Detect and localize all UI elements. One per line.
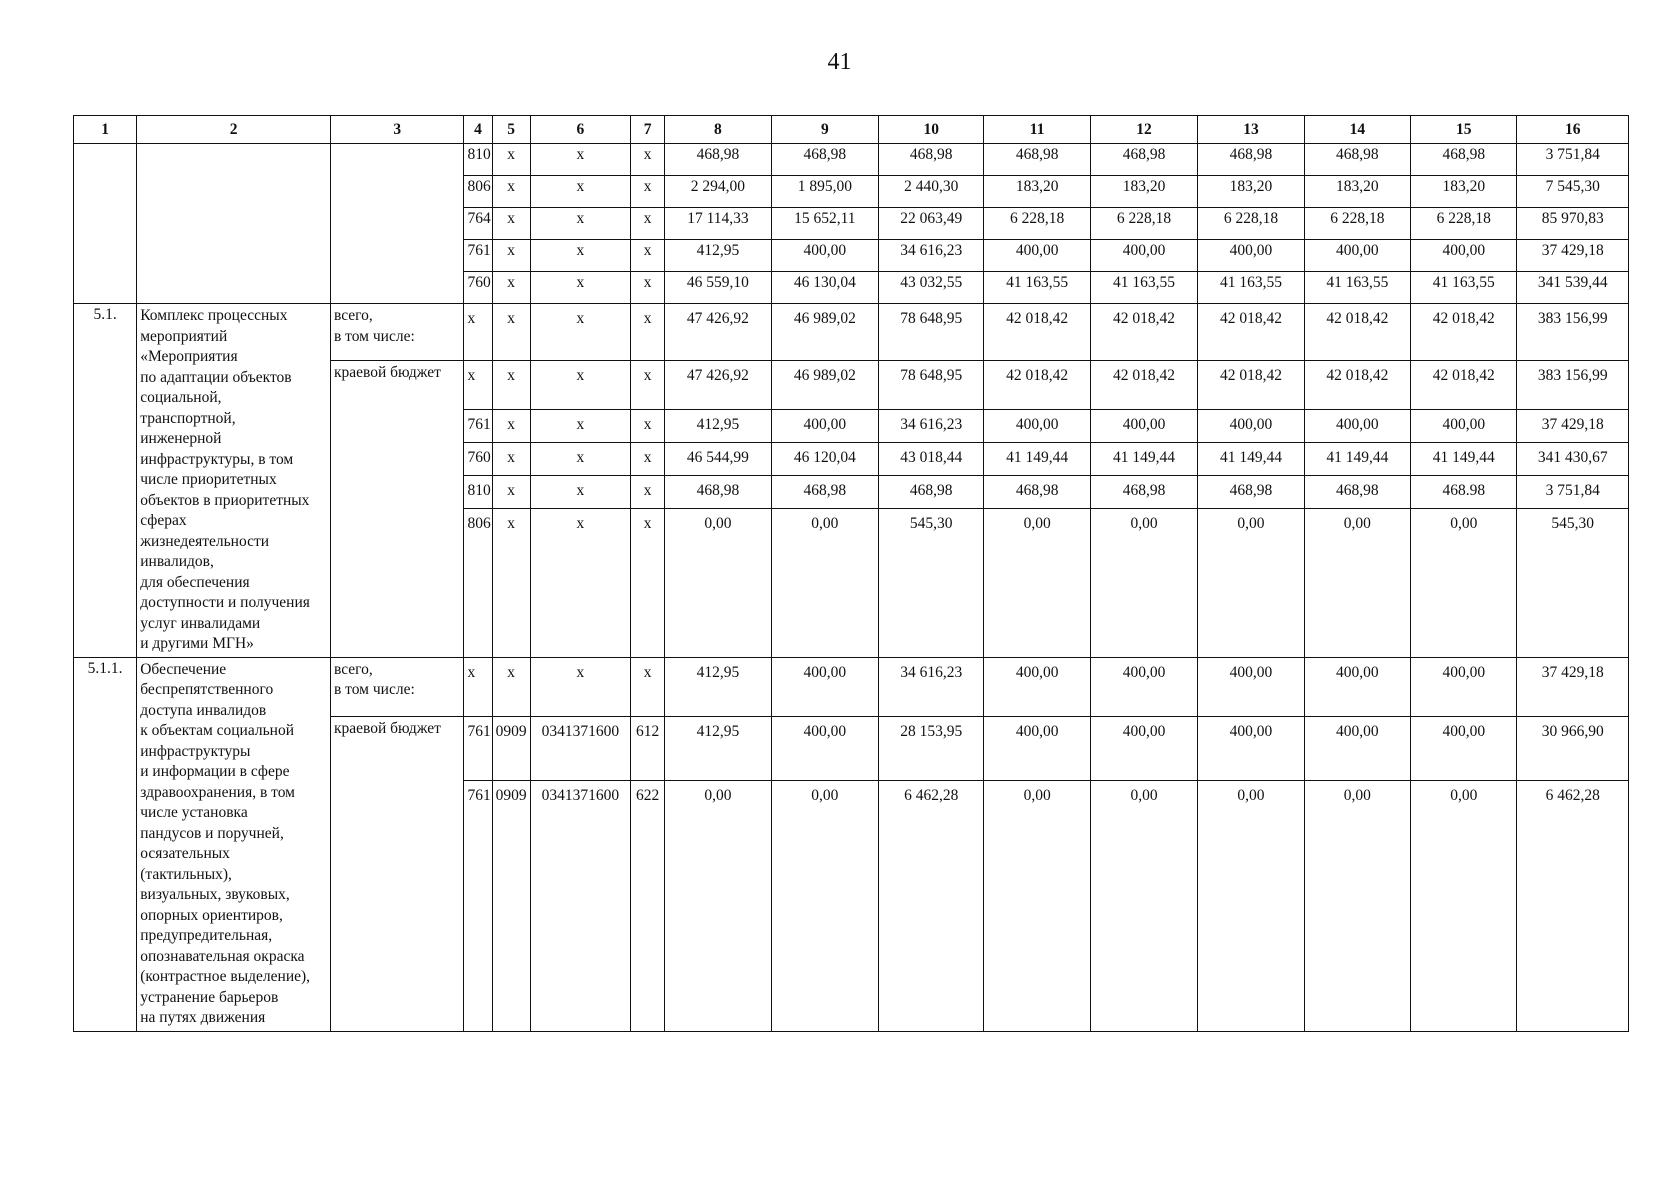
value-cell: 46 989,02 (771, 304, 878, 361)
code-cell: x (530, 475, 630, 508)
name-cell-line: инфраструктуры (140, 742, 251, 760)
value-cell: 42 018,42 (1090, 304, 1197, 361)
name-cell-line: социальной, (140, 389, 222, 406)
value-cell: 468,98 (1090, 144, 1197, 176)
code-cell: x (631, 208, 665, 240)
value-cell: 41 149,44 (1411, 442, 1517, 475)
name-cell-line: здравоохранения, в том (140, 783, 295, 801)
page-number: 41 (827, 49, 852, 75)
value-cell: 400,00 (1090, 657, 1197, 716)
code-cell: 761 (464, 240, 492, 272)
code-cell: x (530, 508, 630, 657)
value-cell: 28 153,95 (879, 716, 984, 780)
value-cell: 468,98 (665, 144, 771, 176)
source-total-cell (330, 657, 464, 716)
value-cell: 22 063,49 (879, 208, 984, 240)
value-cell: 34 616,23 (879, 657, 984, 716)
value-cell: 6 228,18 (1198, 208, 1304, 240)
value-cell: 46 559,10 (665, 272, 771, 304)
value-cell: 400,00 (771, 409, 878, 442)
name-cell-line: и информации в сфере (140, 763, 290, 780)
name-cell-line: устранение барьеров (140, 988, 279, 1006)
value-cell: 42 018,42 (984, 304, 1090, 361)
code-cell: x (631, 442, 665, 475)
value-cell: 6 462,28 (879, 780, 984, 1031)
name-cell-line: объектов в приоритетных (140, 491, 310, 509)
value-cell: 341 539,44 (1517, 272, 1629, 304)
code-cell: x (492, 475, 530, 508)
value-cell: 0,00 (1090, 508, 1197, 657)
header-cell: 1 (74, 116, 137, 144)
source-total-cell-line: в том числе: (333, 681, 415, 698)
code-cell: x (631, 304, 665, 361)
name-cell-line: числе установка (140, 804, 248, 821)
value-cell: 400,00 (984, 409, 1090, 442)
value-cell: 46 130,04 (771, 272, 878, 304)
name-cell-line: пандусов и поручней, (140, 824, 284, 842)
name-cell (137, 657, 331, 1031)
value-cell: 0,00 (1090, 780, 1197, 1031)
code-cell: 0909 (492, 716, 530, 780)
code-cell: x (492, 272, 530, 304)
code-cell: x (631, 240, 665, 272)
value-cell: 468,98 (1198, 144, 1304, 176)
value-cell: 30 966,90 (1517, 716, 1629, 780)
value-cell: 400,00 (1090, 409, 1197, 442)
value-cell: 6 228,18 (1090, 208, 1197, 240)
value-cell: 41 163,55 (1090, 272, 1197, 304)
value-cell: 468,98 (984, 475, 1090, 508)
source-regional-cell: краевой бюджет (330, 361, 464, 658)
code-cell: x (492, 361, 530, 410)
name-cell-line: «Мероприятия (140, 348, 238, 365)
value-cell: 183,20 (1411, 176, 1517, 208)
value-cell: 37 429,18 (1517, 240, 1629, 272)
name-cell-line: опорных ориентиров, (140, 906, 283, 924)
value-cell: 15 652,11 (771, 208, 878, 240)
table-row (74, 304, 1629, 361)
value-cell: 400,00 (771, 716, 878, 780)
value-cell: 17 114,33 (665, 208, 771, 240)
value-cell: 0,00 (665, 780, 771, 1031)
value-cell: 37 429,18 (1517, 657, 1629, 716)
value-cell: 46 544,99 (665, 442, 771, 475)
value-cell: 183,20 (984, 176, 1090, 208)
code-cell: x (530, 361, 630, 410)
header-cell: 11 (984, 116, 1090, 144)
value-cell: 41 149,44 (984, 442, 1090, 475)
code-cell: x (492, 240, 530, 272)
code-cell: x (492, 442, 530, 475)
value-cell: 42 018,42 (984, 361, 1090, 410)
value-cell: 468,98 (771, 144, 878, 176)
code-cell: 622 (631, 780, 665, 1031)
source-total-cell-line: всего, (333, 307, 373, 324)
header-cell: 7 (631, 116, 665, 144)
code-cell: 810 (464, 475, 492, 508)
name-cell-line: услуг инвалидами (140, 614, 261, 632)
name-cell-line: инвалидов, (140, 553, 214, 570)
source-total-cell (330, 304, 464, 361)
value-cell: 41 163,55 (984, 272, 1090, 304)
value-cell: 412,95 (665, 657, 771, 716)
code-cell: 806 (464, 176, 492, 208)
name-cell-line: инженерной (140, 430, 222, 447)
value-cell: 400,00 (771, 657, 878, 716)
value-cell: 42 018,42 (1304, 361, 1410, 410)
header-row (74, 116, 1629, 144)
value-cell: 0,00 (1411, 780, 1517, 1031)
value-cell: 37 429,18 (1517, 409, 1629, 442)
header-cell: 4 (464, 116, 492, 144)
header-cell: 3 (330, 116, 464, 144)
code-cell: x (530, 240, 630, 272)
value-cell: 183,20 (1198, 176, 1304, 208)
value-cell: 400,00 (1411, 657, 1517, 716)
value-cell: 400,00 (1090, 240, 1197, 272)
code-cell: x (631, 508, 665, 657)
index-cell: 5.1.1. (74, 657, 137, 1031)
value-cell: 0,00 (1198, 780, 1304, 1031)
code-cell: x (492, 508, 530, 657)
header-cell: 2 (137, 116, 331, 144)
code-cell: x (530, 657, 630, 716)
code-cell: 761 (464, 409, 492, 442)
code-cell: x (530, 409, 630, 442)
value-cell: 0,00 (1304, 508, 1410, 657)
value-cell: 400,00 (1198, 657, 1304, 716)
value-cell: 400,00 (1304, 716, 1410, 780)
value-cell: 400,00 (984, 240, 1090, 272)
value-cell: 400,00 (1304, 409, 1410, 442)
name-cell-line: инфраструктуры, в том (140, 450, 294, 468)
value-cell: 0,00 (1304, 780, 1410, 1031)
value-cell: 400,00 (1198, 409, 1304, 442)
value-cell: 43 018,44 (879, 442, 984, 475)
header-cell: 10 (879, 116, 984, 144)
value-cell: 41 163,55 (1304, 272, 1410, 304)
value-cell: 46 989,02 (771, 361, 878, 410)
name-cell-line: Обеспечение (140, 660, 227, 678)
code-cell: 0909 (492, 780, 530, 1031)
header-cell: 6 (530, 116, 630, 144)
index-cell (74, 144, 137, 304)
value-cell: 0,00 (1411, 508, 1517, 657)
value-cell: 400,00 (1411, 716, 1517, 780)
value-cell: 42 018,42 (1198, 304, 1304, 361)
value-cell: 383 156,99 (1517, 361, 1629, 410)
value-cell: 412,95 (665, 409, 771, 442)
name-cell-line: (контрастное выделение), (140, 968, 311, 985)
value-cell: 34 616,23 (879, 409, 984, 442)
code-cell: x (530, 208, 630, 240)
value-cell: 42 018,42 (1198, 361, 1304, 410)
code-cell: 612 (631, 716, 665, 780)
code-cell: x (530, 272, 630, 304)
name-cell-line: сферах (140, 512, 187, 529)
name-cell-line: для обеспечения (140, 573, 250, 591)
value-cell: 468,98 (771, 475, 878, 508)
code-cell: x (492, 657, 530, 716)
code-cell: x (464, 657, 492, 716)
value-cell: 468,98 (1411, 144, 1517, 176)
value-cell: 46 120,04 (771, 442, 878, 475)
value-cell: 468,98 (1304, 144, 1410, 176)
code-cell: 760 (464, 272, 492, 304)
value-cell: 468,98 (984, 144, 1090, 176)
value-cell: 7 545,30 (1517, 176, 1629, 208)
value-cell: 400,00 (1198, 240, 1304, 272)
table-row (74, 657, 1629, 716)
value-cell: 47 426,92 (665, 361, 771, 410)
code-cell: 764 (464, 208, 492, 240)
value-cell: 400,00 (1090, 716, 1197, 780)
value-cell: 2 294,00 (665, 176, 771, 208)
name-cell-line: опознавательная окраска (140, 947, 305, 965)
value-cell: 0,00 (984, 508, 1090, 657)
code-cell: 761 (464, 780, 492, 1031)
value-cell: 0,00 (771, 780, 878, 1031)
budget-table (73, 115, 1629, 1032)
value-cell: 0,00 (984, 780, 1090, 1031)
code-cell: x (631, 409, 665, 442)
code-cell: x (530, 304, 630, 361)
value-cell: 468.98 (1411, 475, 1517, 508)
value-cell: 183,20 (1304, 176, 1410, 208)
name-cell-line: и другими МГН» (140, 635, 254, 652)
header-cell: 9 (771, 116, 878, 144)
name-cell-line: на путях движения (140, 1009, 266, 1026)
value-cell: 34 616,23 (879, 240, 984, 272)
value-cell: 6 462,28 (1517, 780, 1629, 1031)
header-cell: 14 (1304, 116, 1410, 144)
value-cell: 400,00 (984, 657, 1090, 716)
value-cell: 41 163,55 (1198, 272, 1304, 304)
code-cell: 0341371600 (530, 780, 630, 1031)
code-cell: x (492, 144, 530, 176)
name-cell-line: по адаптации объектов (140, 368, 292, 386)
code-cell: 806 (464, 508, 492, 657)
value-cell: 6 228,18 (984, 208, 1090, 240)
code-cell: x (530, 176, 630, 208)
name-cell-line: мероприятий (140, 327, 228, 345)
code-cell: x (464, 361, 492, 410)
code-cell: x (530, 144, 630, 176)
name-cell-line: транспортной, (140, 409, 236, 427)
header-cell: 8 (665, 116, 771, 144)
source-regional-cell: краевой бюджет (330, 716, 464, 1031)
value-cell: 400,00 (1304, 657, 1410, 716)
source-cell (330, 144, 464, 304)
value-cell: 6 228,18 (1304, 208, 1410, 240)
value-cell: 1 895,00 (771, 176, 878, 208)
value-cell: 341 430,67 (1517, 442, 1629, 475)
value-cell: 400,00 (1198, 716, 1304, 780)
value-cell: 0,00 (665, 508, 771, 657)
name-cell-line: к объектам социальной (140, 722, 295, 739)
value-cell: 183,20 (1090, 176, 1197, 208)
code-cell: x (492, 208, 530, 240)
value-cell: 41 149,44 (1304, 442, 1410, 475)
value-cell: 400,00 (984, 716, 1090, 780)
name-cell-line: жизнедеятельности (140, 532, 270, 550)
value-cell: 42 018,42 (1090, 361, 1197, 410)
code-cell: 761 (464, 716, 492, 780)
header-cell: 16 (1517, 116, 1629, 144)
source-total-cell-line: всего, (333, 660, 373, 678)
header-cell: 13 (1198, 116, 1304, 144)
value-cell: 468,98 (879, 144, 984, 176)
name-cell-line: доступа инвалидов (140, 701, 267, 719)
value-cell: 0,00 (771, 508, 878, 657)
code-cell: x (631, 657, 665, 716)
code-cell: 760 (464, 442, 492, 475)
name-cell (137, 144, 331, 304)
name-cell-line: Комплекс процессных (140, 307, 288, 324)
code-cell: x (492, 409, 530, 442)
value-cell: 2 440,30 (879, 176, 984, 208)
value-cell: 42 018,42 (1304, 304, 1410, 361)
value-cell: 545,30 (879, 508, 984, 657)
code-cell: 810 (464, 144, 492, 176)
value-cell: 3 751,84 (1517, 475, 1629, 508)
code-cell: x (631, 475, 665, 508)
value-cell: 400,00 (771, 240, 878, 272)
code-cell: x (492, 304, 530, 361)
name-cell-line: предупредительная, (140, 927, 273, 944)
code-cell: x (530, 442, 630, 475)
value-cell: 41 149,44 (1090, 442, 1197, 475)
value-cell: 41 149,44 (1198, 442, 1304, 475)
name-cell-line: осязательных (140, 845, 230, 862)
value-cell: 85 970,83 (1517, 208, 1629, 240)
index-cell: 5.1. (74, 304, 137, 658)
value-cell: 468,98 (1304, 475, 1410, 508)
name-cell-line: числе приоритетных (140, 471, 277, 488)
value-cell: 545,30 (1517, 508, 1629, 657)
header-cell: 15 (1411, 116, 1517, 144)
value-cell: 42 018,42 (1411, 304, 1517, 361)
value-cell: 383 156,99 (1517, 304, 1629, 361)
value-cell: 0,00 (1198, 508, 1304, 657)
value-cell: 400,00 (1304, 240, 1410, 272)
table-row (74, 144, 1629, 176)
code-cell: x (631, 176, 665, 208)
value-cell: 468,98 (1090, 475, 1197, 508)
name-cell-line: визуальных, звуковых, (140, 886, 290, 903)
name-cell-line: беспрепятственного (140, 681, 274, 698)
value-cell: 468,98 (665, 475, 771, 508)
value-cell: 47 426,92 (665, 304, 771, 361)
value-cell: 78 648,95 (879, 361, 984, 410)
value-cell: 3 751,84 (1517, 144, 1629, 176)
value-cell: 78 648,95 (879, 304, 984, 361)
name-cell-line: (тактильных), (140, 865, 232, 883)
code-cell: x (631, 144, 665, 176)
code-cell: x (492, 176, 530, 208)
value-cell: 43 032,55 (879, 272, 984, 304)
value-cell: 41 163,55 (1411, 272, 1517, 304)
value-cell: 468,98 (1198, 475, 1304, 508)
code-cell: 0341371600 (530, 716, 630, 780)
name-cell (137, 304, 331, 658)
value-cell: 400,00 (1411, 240, 1517, 272)
code-cell: x (464, 304, 492, 361)
header-cell: 5 (492, 116, 530, 144)
value-cell: 468,98 (879, 475, 984, 508)
value-cell: 6 228,18 (1411, 208, 1517, 240)
name-cell-line: доступности и получения (140, 594, 310, 611)
value-cell: 412,95 (665, 240, 771, 272)
code-cell: x (631, 272, 665, 304)
code-cell: x (631, 361, 665, 410)
source-total-cell-line: в том числе: (333, 327, 415, 345)
value-cell: 42 018,42 (1411, 361, 1517, 410)
value-cell: 400,00 (1411, 409, 1517, 442)
value-cell: 412,95 (665, 716, 771, 780)
header-cell: 12 (1090, 116, 1197, 144)
